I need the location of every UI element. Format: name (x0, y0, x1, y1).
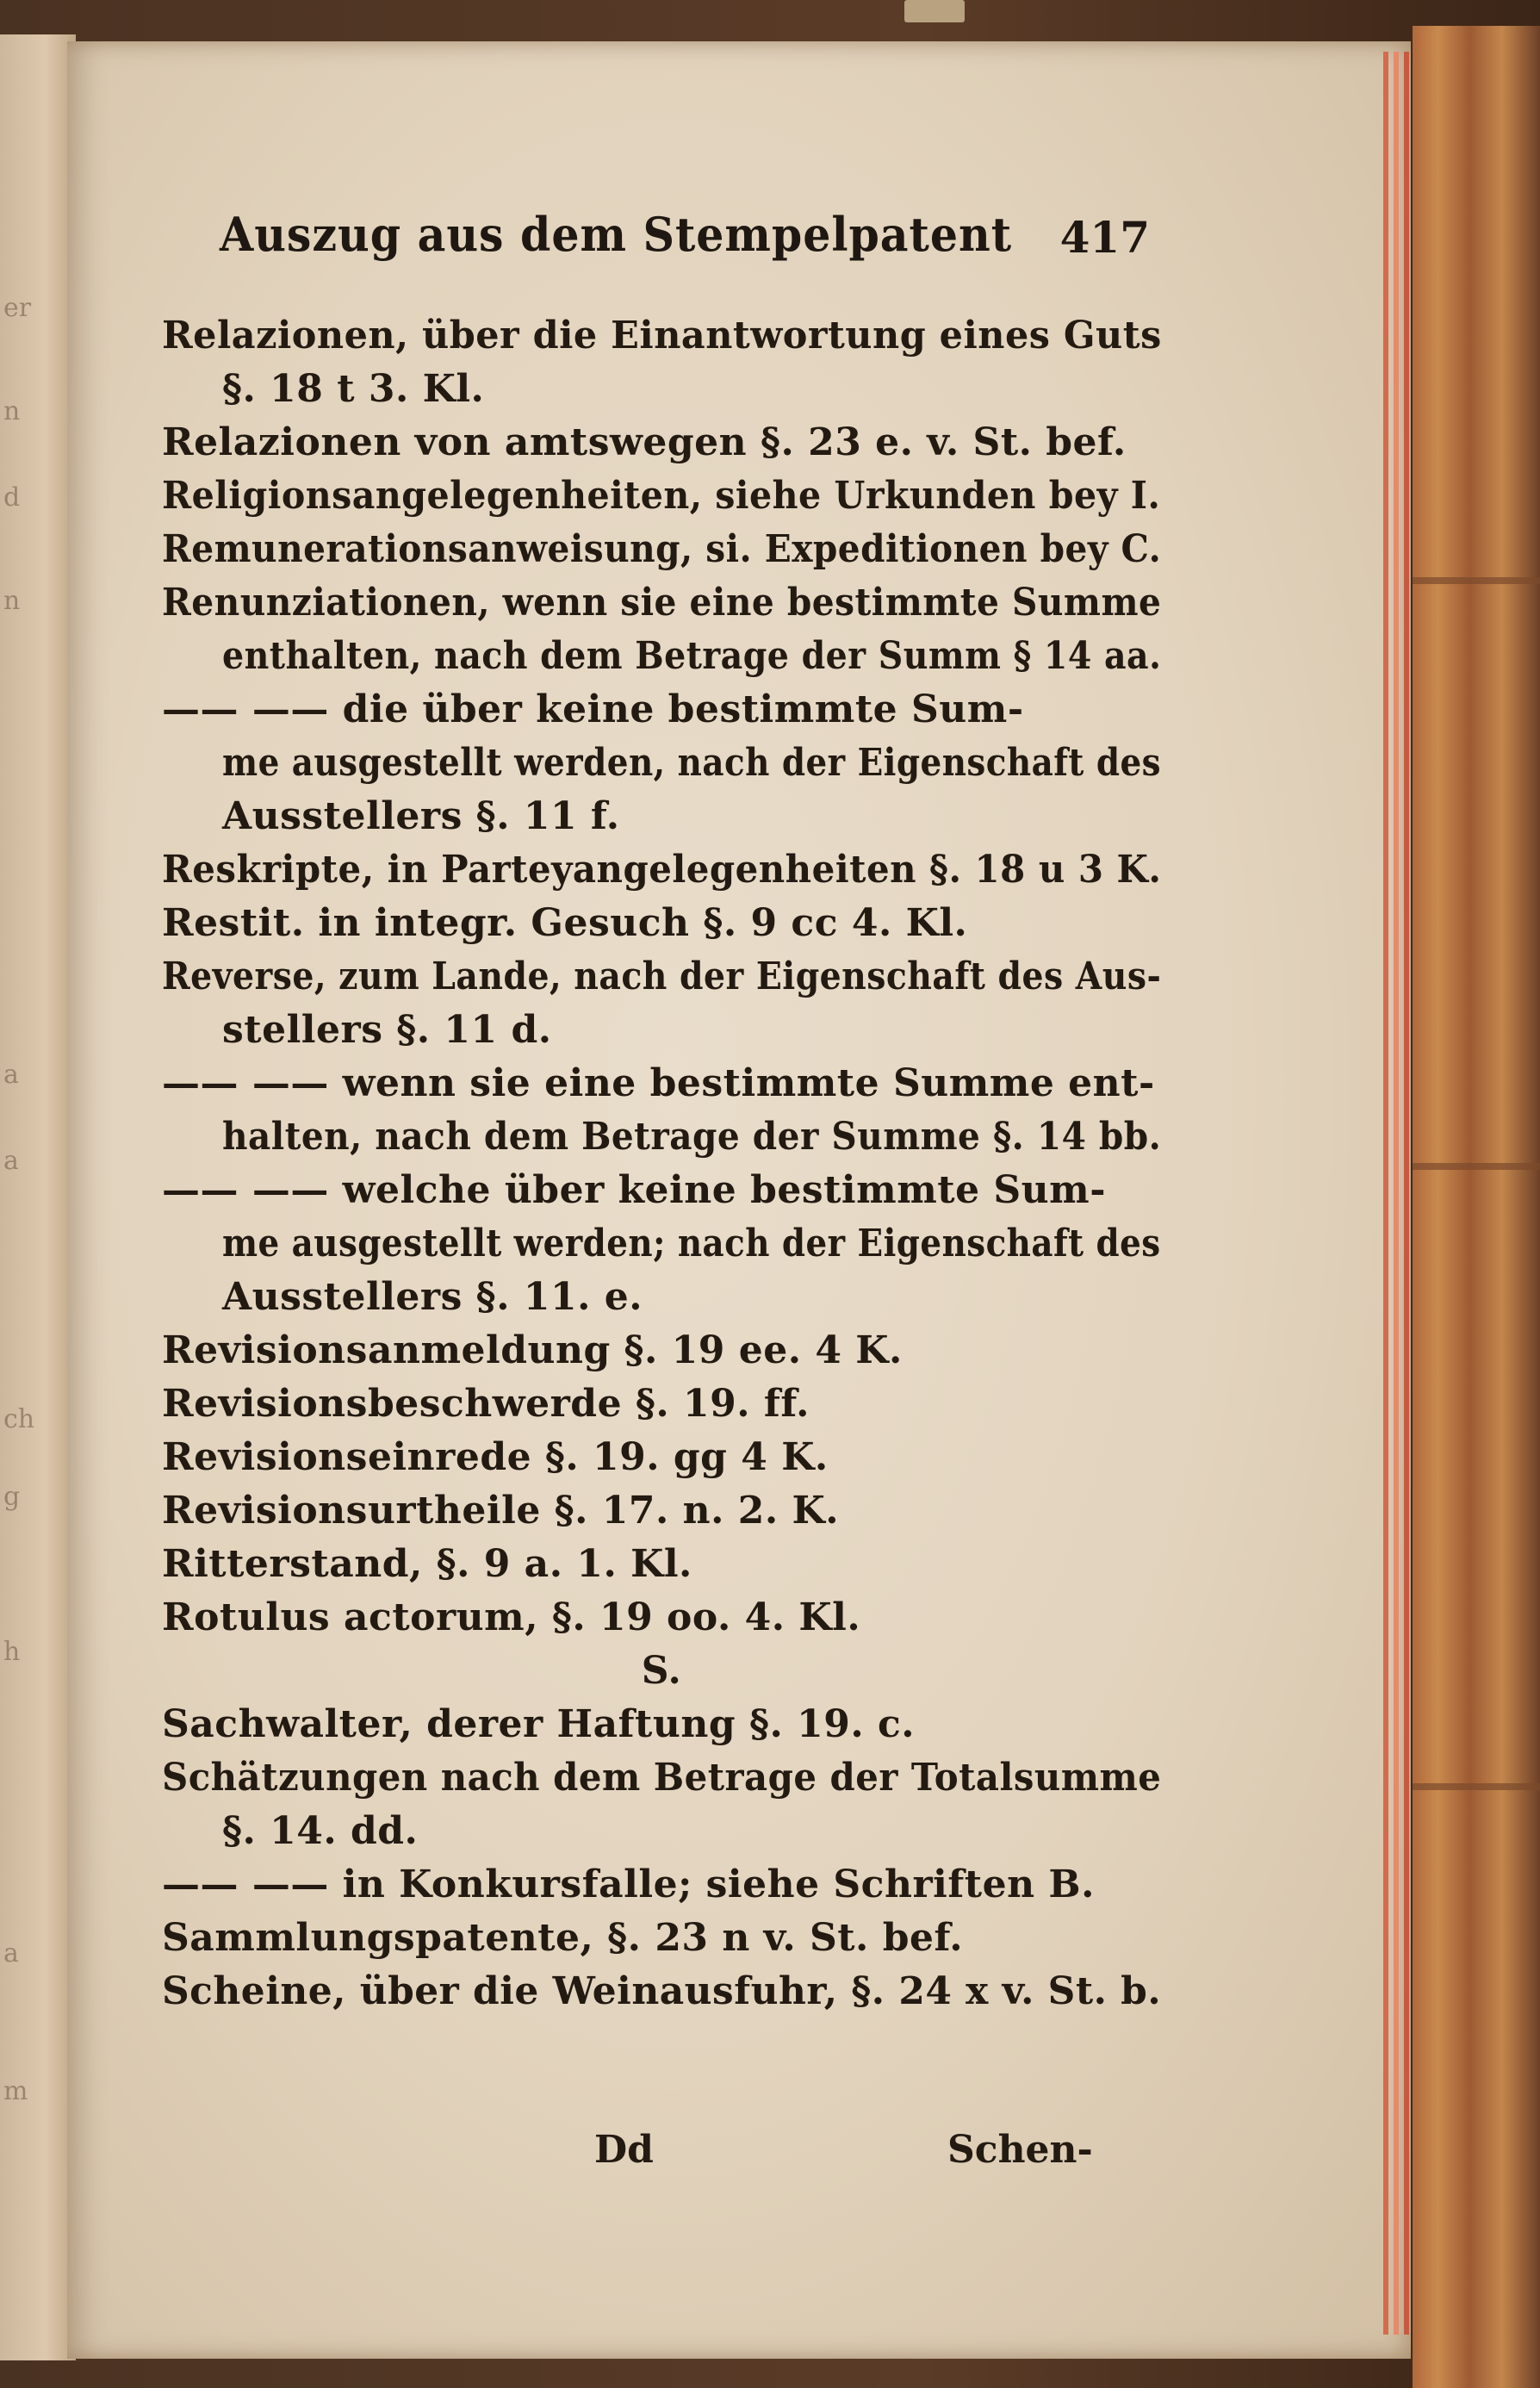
cover-band (1413, 1163, 1540, 1170)
cover-band (1413, 1783, 1540, 1790)
index-entry: Sammlungspatente, §. 23 n v. St. bef. (162, 1916, 964, 1960)
left-fragment: er (3, 293, 32, 323)
left-fragment: a (3, 1938, 19, 1968)
left-fragment: ch (3, 1404, 35, 1434)
index-entry: Reskripte, in Parteyangelegenheiten §. 18 u 3 K. (162, 848, 1162, 892)
left-fragment: m (3, 2076, 28, 2106)
left-fragment: a (3, 1146, 19, 1176)
section-letter: S. (641, 1649, 682, 1693)
page-edge (1383, 52, 1388, 2335)
index-entry: enthalten, nach dem Betrage der Summ § 14 aa. (222, 634, 1162, 678)
index-entry: —— —— in Konkursfalle; siehe Schriften B. (162, 1863, 1095, 1906)
index-entry: Schätzungen nach dem Betrage der Totalsumme (162, 1756, 1162, 1800)
left-fragment: h (3, 1637, 21, 1667)
running-header (220, 207, 1150, 276)
left-fragment: n (3, 396, 21, 426)
page-edge (1404, 52, 1409, 2335)
index-entry: Ritterstand, §. 9 a. 1. Kl. (162, 1542, 692, 1586)
index-entry: Sachwalter, derer Haftung §. 19. c. (162, 1702, 916, 1746)
index-entry: Relazionen von amtswegen §. 23 e. v. St. bef. (162, 420, 1127, 464)
index-entry: halten, nach dem Betrage der Summe §. 14 bb. (222, 1115, 1162, 1159)
index-entry: Remunerationsanweisung, si. Expeditionen bey C. (162, 527, 1162, 571)
page-edge (1394, 52, 1399, 2335)
index-entry: me ausgestellt werden; nach der Eigenschaft des (222, 1222, 1161, 1266)
left-fragment: g (3, 1482, 21, 1512)
index-entry: —— —— welche über keine bestimmte Sum- (162, 1168, 1106, 1212)
catchword: Schen- (947, 2128, 1093, 2172)
page-number: 417 (1059, 212, 1150, 263)
left-fragment: a (3, 1060, 19, 1090)
index-entry: §. 14. dd. (222, 1809, 419, 1853)
signature-mark: Dd (594, 2128, 654, 2172)
left-fragment: d (3, 482, 21, 513)
index-entry: Restit. in integr. Gesuch §. 9 cc 4. Kl. (162, 901, 968, 945)
cover-band (1413, 577, 1540, 584)
index-entry: Relazionen, über die Einantwortung eines Guts (162, 314, 1162, 358)
index-entry: Rotulus actorum, §. 19 oo. 4. Kl. (162, 1595, 861, 1639)
index-entry: me ausgestellt werden, nach der Eigenschaft des (222, 741, 1161, 785)
index-entry: Reverse, zum Lande, nach der Eigenschaft des Aus- (162, 955, 1162, 998)
index-entry: Ausstellers §. 11. e. (222, 1275, 643, 1319)
index-entry: —— —— wenn sie eine bestimmte Summe ent- (162, 1061, 1155, 1105)
index-entry: Renunziationen, wenn sie eine bestimmte Summe (162, 581, 1162, 625)
index-entry: Revisionsanmeldung §. 19 ee. 4 K. (162, 1328, 903, 1372)
index-entry: Revisionsbeschwerde §. 19. ff. (162, 1382, 810, 1426)
left-fragment: n (3, 586, 21, 616)
index-entry: —— —— die über keine bestimmte Sum- (162, 687, 1024, 731)
leather-cover (1413, 26, 1540, 2388)
index-entry: Religionsangelegenheiten, siehe Urkunden bey I. (162, 474, 1161, 518)
left-page-edge (0, 34, 76, 2360)
index-entry: Revisionseinrede §. 19. gg 4 K. (162, 1435, 829, 1479)
page-tab (904, 0, 965, 22)
index-entry: §. 18 t 3. Kl. (222, 367, 485, 411)
index-entry: stellers §. 11 d. (222, 1008, 552, 1052)
index-entry: Ausstellers §. 11 f. (222, 794, 620, 838)
index-entry: Revisionsurtheile §. 17. n. 2. K. (162, 1489, 840, 1533)
index-entry: Scheine, über die Weinausfuhr, §. 24 x v. St. b. (162, 1969, 1162, 2013)
running-title: Auszug aus dem Stempelpatent (220, 207, 1013, 262)
